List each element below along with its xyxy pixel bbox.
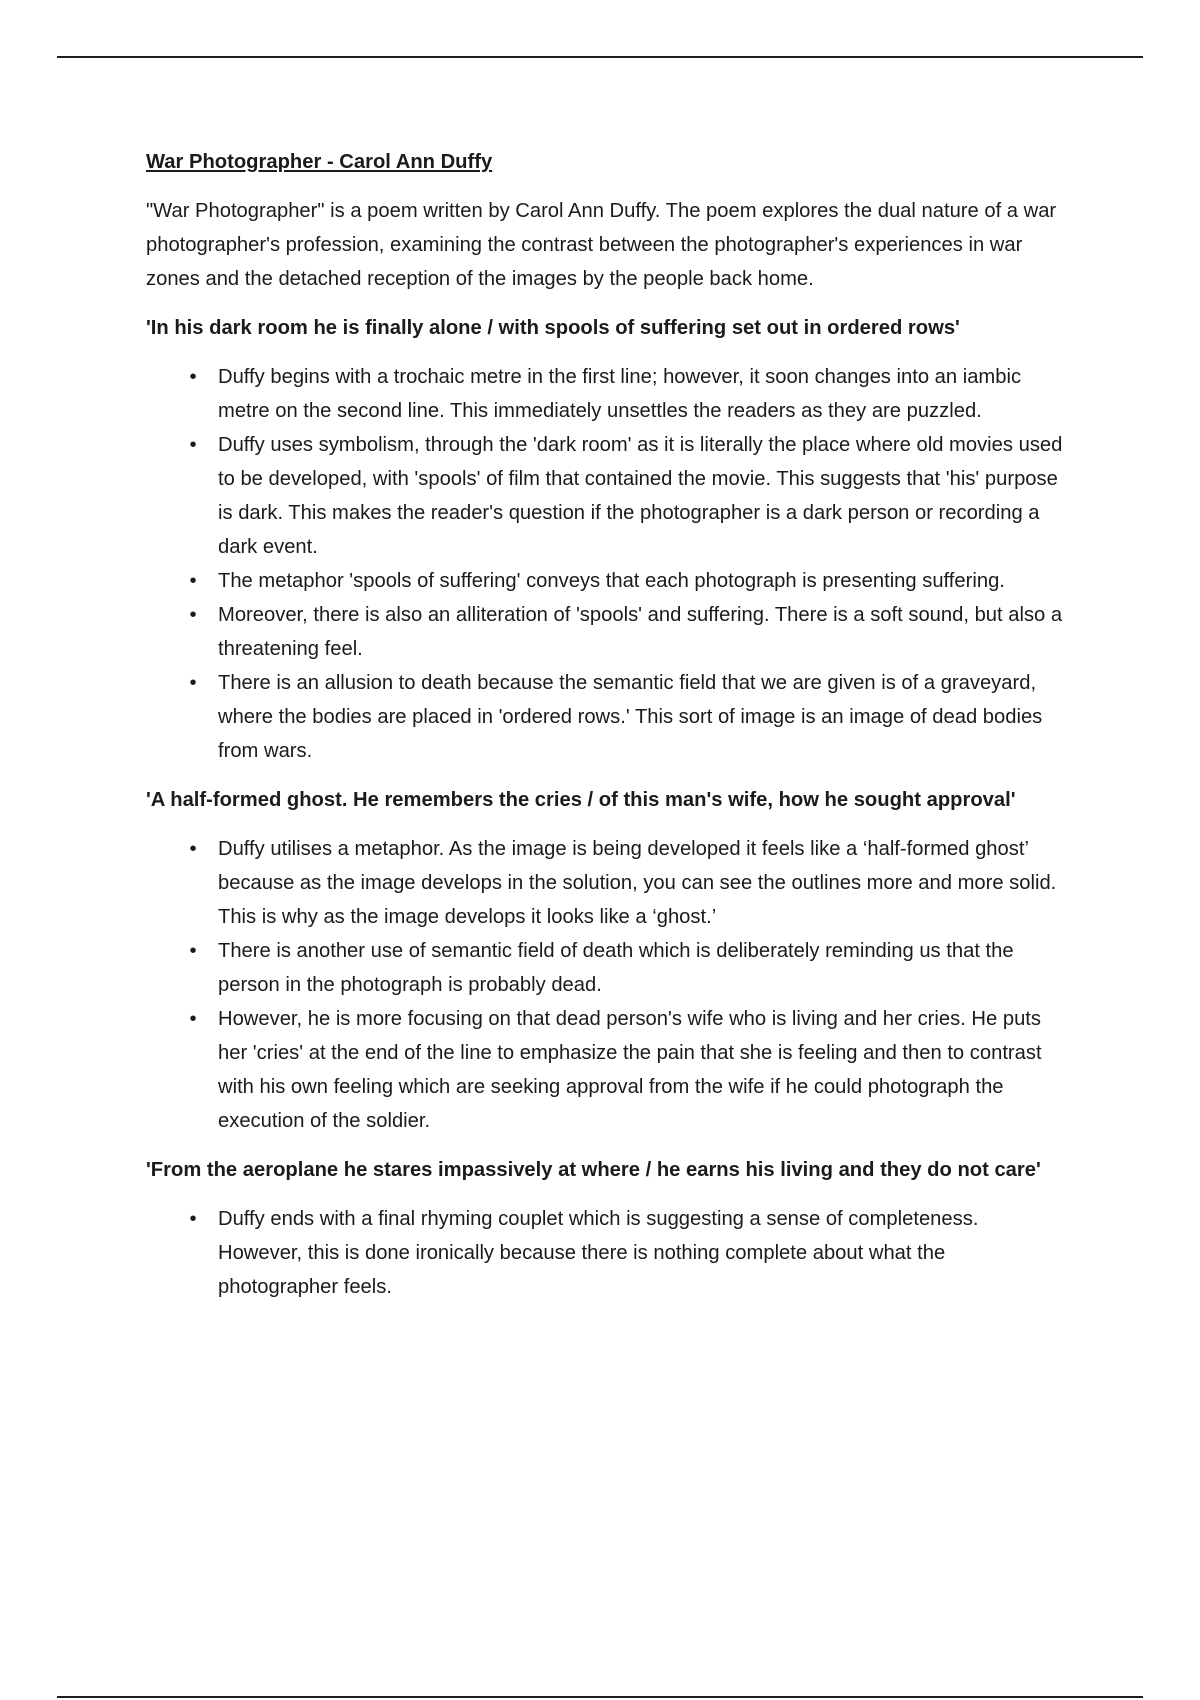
- page-header-rule: [57, 56, 1143, 58]
- bullet-icon: •: [189, 838, 197, 860]
- section-quote: 'From the aeroplane he stares impassively at where / he earns his living and they do not care': [146, 1159, 1041, 1181]
- list-item: [146, 934, 1066, 1002]
- list-item-text: There is an allusion to death because the semantic field that we are given is of a graveyard, where the bodies are placed in 'ordered rows.' This sort of image is an image of dead bodies from wars.: [218, 672, 1043, 762]
- list-item-text: Duffy begins with a trochaic metre in the first line; however, it soon changes into an iambic metre on the second line. This immediately unsettles the readers as they are puzzled.: [218, 366, 1022, 422]
- list-item-text: Moreover, there is also an alliteration of 'spools' and suffering. There is a soft sound, but also a threatening feel.: [218, 604, 1063, 660]
- list-item-text: However, he is more focusing on that dead person's wife who is living and her cries. He puts her 'cries' at the end of the line to emphasize the pain that she is feeling and then to contrast with his own feeling which are seeking approval from the wife if he could photograph the execution of the soldier.: [218, 1008, 1042, 1132]
- list-item: [146, 666, 1066, 768]
- list-item-text: Duffy utilises a metaphor. As the image is being developed it feels like a ‘half-formed ghost’ because as the image develops in the solution, you can see the outlines more and more solid. This is why as the image develops it looks like a ‘ghost.’: [218, 838, 1057, 928]
- list-item: [146, 428, 1066, 564]
- bullet-list: [146, 832, 1066, 1138]
- section-3: [146, 1153, 1066, 1304]
- bullet-icon: •: [189, 604, 197, 626]
- page-footer-rule: [57, 1696, 1143, 1698]
- list-item-text: There is another use of semantic field of death which is deliberately reminding us that the person in the photograph is probably dead.: [218, 940, 1014, 996]
- bullet-list: [146, 1202, 1066, 1304]
- section-1: [146, 311, 1066, 768]
- section-quote: 'A half-formed ghost. He remembers the cries / of this man's wife, how he sought approval': [146, 789, 1016, 811]
- list-item: [146, 1002, 1066, 1138]
- bullet-icon: •: [189, 1208, 197, 1230]
- list-item-text: Duffy ends with a final rhyming couplet which is suggesting a sense of completeness. However, this is done ironically because there is nothing complete about what the photographer feels.: [218, 1208, 979, 1298]
- bullet-icon: •: [189, 434, 197, 456]
- document-title: War Photographer - Carol Ann Duffy: [146, 151, 493, 173]
- bullet-list: [146, 360, 1066, 768]
- bullet-icon: •: [189, 570, 197, 592]
- bullet-icon: •: [189, 366, 197, 388]
- intro-paragraph: "War Photographer" is a poem written by Carol Ann Duffy. The poem explores the dual nature of a war photographer's profession, examining the contrast between the photographer's experiences in war zones and the detached reception of the images by the people back home.: [146, 200, 1057, 290]
- section-2: [146, 783, 1066, 1138]
- list-item: [146, 564, 1066, 598]
- list-item-text: The metaphor 'spools of suffering' conveys that each photograph is presenting suffering.: [218, 570, 1005, 592]
- list-item: [146, 832, 1066, 934]
- bullet-icon: •: [189, 672, 197, 694]
- list-item: [146, 598, 1066, 666]
- bullet-icon: •: [189, 1008, 197, 1030]
- document-body: [146, 145, 1066, 1319]
- list-item: [146, 1202, 1066, 1304]
- list-item-text: Duffy uses symbolism, through the 'dark room' as it is literally the place where old movies used to be developed, with 'spools' of film that contained the movie. This suggests that 'his' purpose is dark. This makes the reader's question if the photographer is a dark person or recording a dark event.: [218, 434, 1063, 558]
- bullet-icon: •: [189, 940, 197, 962]
- list-item: [146, 360, 1066, 428]
- section-quote: 'In his dark room he is finally alone / with spools of suffering set out in ordered rows': [146, 317, 960, 339]
